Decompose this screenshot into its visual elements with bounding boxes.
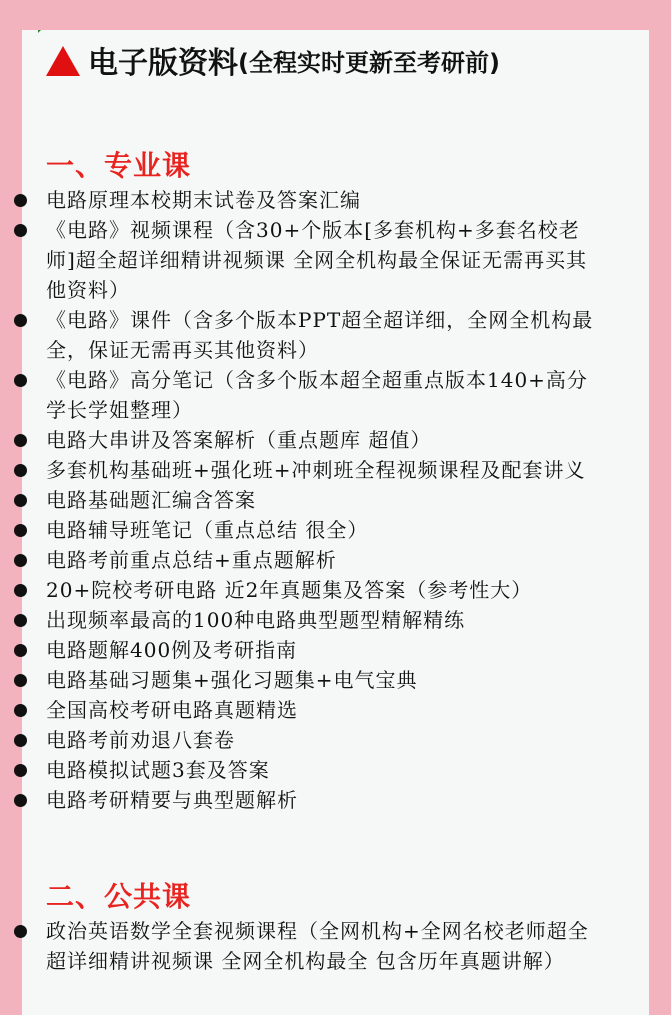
- list-item-text: 电路考研精要与典型题解析: [46, 788, 298, 812]
- title-main: 电子版资料: [88, 46, 238, 81]
- corner-mark: [38, 30, 41, 33]
- list-item: [0, 215, 627, 305]
- bullet-icon: [14, 614, 27, 627]
- warning-triangle-icon: [46, 46, 80, 76]
- major-course-list: [0, 185, 627, 815]
- public-course-list: [0, 916, 627, 976]
- list-item: [0, 605, 627, 635]
- list-item-text: 电路模拟试题3套及答案: [46, 758, 270, 782]
- list-item-text: 电路考前重点总结+重点题解析: [46, 548, 337, 572]
- bullet-icon: [14, 224, 27, 237]
- bullet-icon: [14, 794, 27, 807]
- list-item-text: 20+院校考研电路 近2年真题集及答案（参考性大）: [46, 578, 533, 602]
- list-item: [0, 725, 627, 755]
- list-item-text: 《电路》课件（含多个版本PPT超全超详细，全网全机构最全，保证无需再买其他资料）: [46, 308, 594, 362]
- bullet-icon: [14, 374, 27, 387]
- list-item-text: 电路大串讲及答案解析（重点题库 超值）: [46, 428, 432, 452]
- page-title: [46, 38, 500, 82]
- list-item: [0, 665, 627, 695]
- list-item: [0, 785, 627, 815]
- list-item-text: 《电路》高分笔记（含多个版本超全超重点版本140+高分学长学姐整理）: [46, 368, 588, 422]
- bullet-icon: [14, 764, 27, 777]
- bullet-icon: [14, 734, 27, 747]
- section-heading-major: 一、专业课: [46, 149, 192, 182]
- bullet-icon: [14, 524, 27, 537]
- list-item: [0, 635, 627, 665]
- list-item-text: 电路辅导班笔记（重点总结 很全）: [46, 518, 369, 542]
- list-item: [0, 425, 627, 455]
- list-item-text: 全国高校考研电路真题精选: [46, 698, 298, 722]
- bullet-icon: [14, 584, 27, 597]
- list-item-text: 出现频率最高的100种电路典型题型精解精练: [46, 608, 466, 632]
- list-item-text: 多套机构基础班+强化班+冲刺班全程视频课程及配套讲义: [46, 458, 586, 482]
- list-item: [0, 695, 627, 725]
- list-item-text: 电路题解400例及考研指南: [46, 638, 298, 662]
- bullet-icon: [14, 494, 27, 507]
- list-item: [0, 365, 627, 425]
- list-item: [0, 455, 627, 485]
- bullet-icon: [14, 434, 27, 447]
- list-item: [0, 485, 627, 515]
- list-item: [0, 515, 627, 545]
- list-item: [0, 916, 627, 976]
- bullet-icon: [14, 194, 27, 207]
- title-subtitle: (全程实时更新至考研前): [238, 48, 500, 77]
- list-item: [0, 755, 627, 785]
- bullet-icon: [14, 925, 27, 938]
- section-heading-public: 二、公共课: [46, 880, 192, 913]
- bullet-icon: [14, 314, 27, 327]
- bullet-icon: [14, 674, 27, 687]
- bullet-icon: [14, 464, 27, 477]
- list-item-text: 电路原理本校期末试卷及答案汇编: [46, 188, 361, 212]
- list-item-text: 电路基础习题集+强化习题集+电气宝典: [46, 668, 418, 692]
- list-item: [0, 185, 627, 215]
- list-item-text: 电路考前劝退八套卷: [46, 728, 235, 752]
- list-item: [0, 575, 627, 605]
- list-item: [0, 305, 627, 365]
- list-item-text: 《电路》视频课程（含30+个版本[多套机构+多套名校老师]超全超详细精讲视频课 全网全机构最全保证无需再买其他资料）: [46, 218, 588, 302]
- bullet-icon: [14, 704, 27, 717]
- list-item: [0, 545, 627, 575]
- list-item-text: 政治英语数学全套视频课程（全网机构+全网名校老师超全超详细精讲视频课 全网全机构最全 包含历年真题讲解）: [46, 919, 589, 973]
- bullet-icon: [14, 644, 27, 657]
- list-item-text: 电路基础题汇编含答案: [46, 488, 256, 512]
- bullet-icon: [14, 554, 27, 567]
